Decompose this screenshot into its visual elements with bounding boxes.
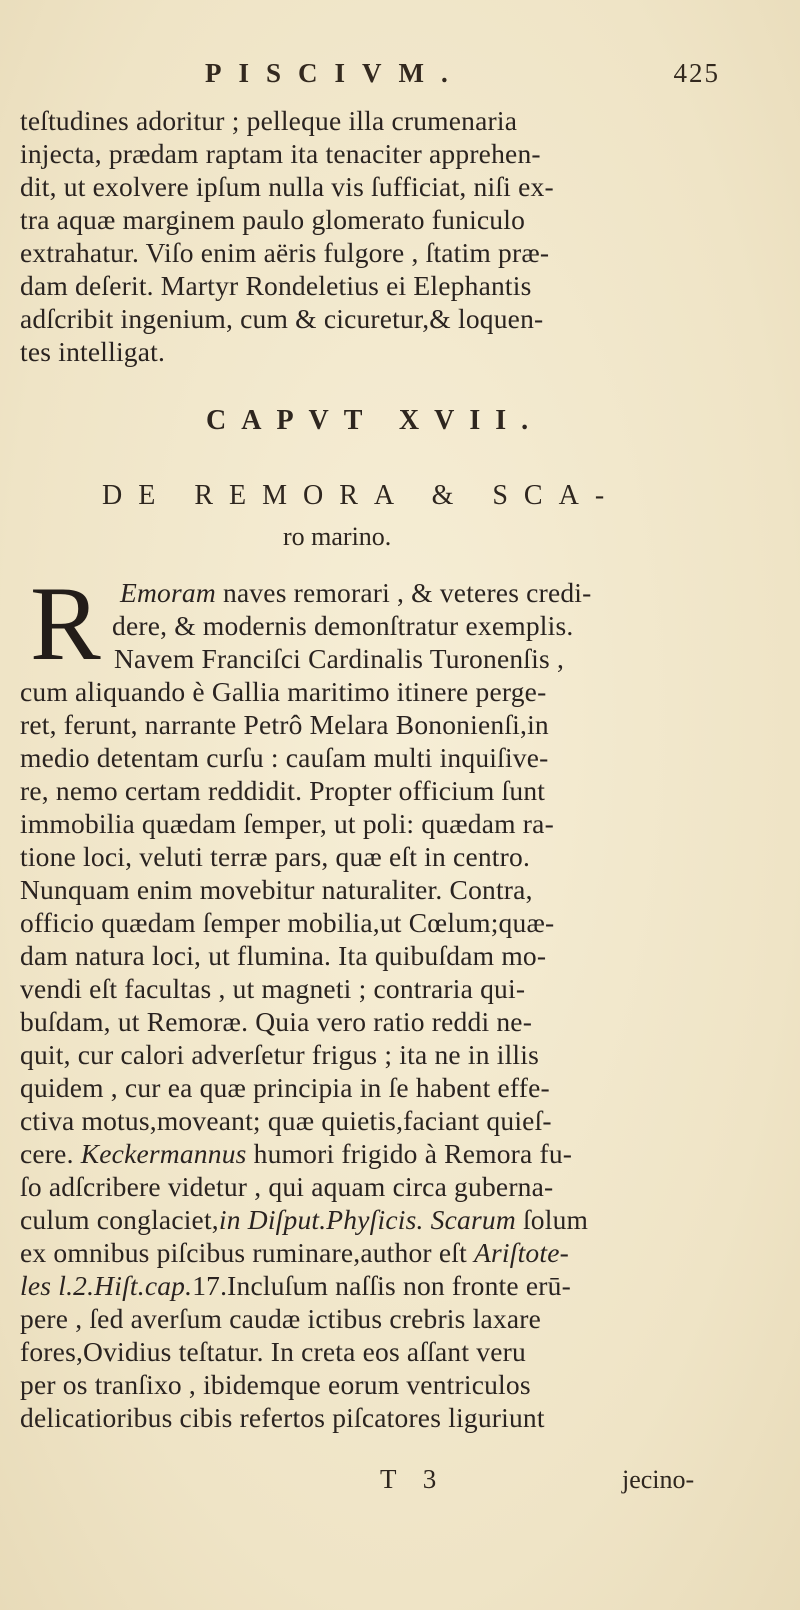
text-span: culum conglaciet,	[20, 1204, 219, 1235]
text-line: ret, ferunt, narrante Petrô Melara Bononienſi,in	[20, 709, 549, 740]
text-line: extrahatur. Viſo enim aëris fulgore , ſtatim præ-	[20, 237, 550, 268]
text-line: medio detentam curſu : cauſam multi inquiſive-	[20, 742, 549, 773]
text-line: tione loci, veluti terræ pars, quæ eſt in centro.	[20, 841, 531, 872]
running-head: PISCIVM.	[205, 58, 465, 88]
drop-cap: R	[30, 565, 101, 682]
text-line: immobilia quædam ſemper, ut poli: quædam ra-	[20, 808, 554, 839]
italic-word: Scarum	[430, 1204, 516, 1235]
text-line	[120, 576, 720, 609]
text-line: ſo adſcribere videtur , qui aquam circa guberna-	[20, 1171, 554, 1202]
text-line: adſcribit ingenium, cum & cicuretur,& loquen-	[20, 303, 544, 334]
catchword: jecino-	[622, 1465, 695, 1494]
text-line: dere, & modernis demonſtratur exemplis.	[112, 610, 574, 641]
text-line: re, nemo certam reddidit. Propter officium ſunt	[20, 775, 546, 806]
italic-word: Emoram	[120, 577, 216, 608]
chapter-subtitle-line1: DE REMORA & SCA-	[102, 480, 621, 511]
italic-name: Keckermannus	[80, 1138, 247, 1169]
text-line: fores,Ovidius teſtatur. In creta eos aſſant veru	[20, 1336, 526, 1367]
text-line: Nunquam enim movebitur naturaliter. Contra,	[20, 874, 533, 905]
text-span: ſolum	[515, 1204, 589, 1235]
text-line: dam natura loci, ut flumina. Ita quibuſdam mo-	[20, 940, 547, 971]
italic-citation: in Diſput.Phyſicis.	[218, 1204, 424, 1235]
text-line: per os tranſixo , ibidemque eorum ventriculos	[20, 1369, 531, 1400]
text-line	[20, 1236, 720, 1269]
text-line	[20, 1203, 720, 1236]
chapter-subtitle-line2: ro marino.	[283, 522, 392, 551]
text-span	[424, 1204, 431, 1235]
text-span: naves remorari , & veteres credi-	[215, 577, 592, 608]
text-line: officio quædam ſemper mobilia,ut Cœlum;quæ-	[20, 907, 555, 938]
text-line: vendi eſt facultas , ut magneti ; contraria qui-	[20, 973, 526, 1004]
text-line: quit, cur calori adverſetur frigus ; ita ne in illis	[20, 1039, 540, 1070]
text-line	[20, 1269, 720, 1302]
text-line: dam deſerit. Martyr Rondeletius ei Elephantis	[20, 270, 532, 301]
text-span: humori frigido à Remora fu-	[246, 1138, 573, 1169]
page-number: 425	[673, 58, 720, 88]
text-line: Navem Franciſci Cardinalis Turonenſis ,	[114, 643, 565, 674]
text-line: pere , ſed averſum caudæ ictibus crebris laxare	[20, 1303, 541, 1334]
text-line: ctiva motus,moveant; quæ quietis,faciant quieſ-	[20, 1105, 552, 1136]
text-line: quidem , cur ea quæ principia in ſe habent effe-	[20, 1072, 550, 1103]
text-line: teſtudines adoritur ; pelleque illa crumenaria	[20, 105, 518, 136]
text-line: injecta, prædam raptam ita tenaciter apprehen-	[20, 138, 541, 169]
chapter-heading: CAPVT XVII.	[206, 405, 544, 436]
text-span: cere.	[20, 1138, 81, 1169]
text-line: buſdam, ut Remoræ. Quia vero ratio reddi ne-	[20, 1006, 533, 1037]
text-line: tra aquæ marginem paulo glomerato funiculo	[20, 204, 526, 235]
italic-citation: les l.2.Hiſt.cap.	[20, 1270, 193, 1301]
text-span: 17.Incluſum naſſis non fronte erū-	[192, 1270, 571, 1301]
text-line	[20, 1137, 720, 1170]
text-line: dit, ut exolvere ipſum nulla vis ſufficiat, niſi ex-	[20, 171, 554, 202]
page-header	[0, 58, 800, 98]
text-line: tes intelligat.	[20, 336, 166, 367]
signature-mark: T 3	[380, 1464, 447, 1494]
text-span: ex omnibus piſcibus ruminare,author eſt	[20, 1237, 475, 1268]
text-line: delicatioribus cibis refertos piſcatores liguriunt	[20, 1402, 545, 1433]
italic-name: Ariſtote-	[474, 1237, 569, 1268]
text-line: cum aliquando è Gallia maritimo itinere perge-	[20, 676, 547, 707]
